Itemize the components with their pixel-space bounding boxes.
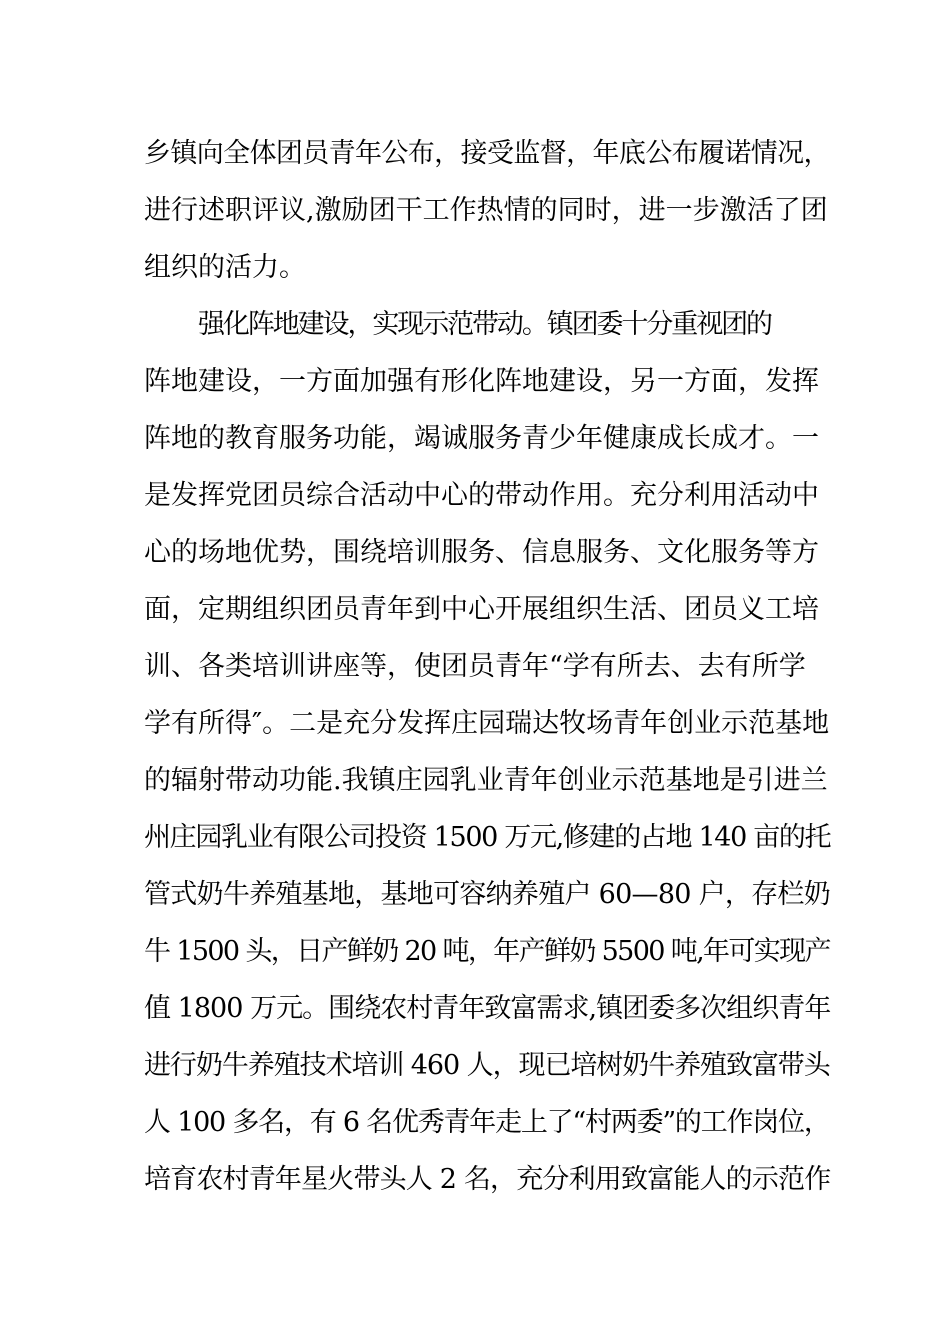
- paragraph-1-line-1: 乡镇向全体团员青年公布，接受监督，年底公布履诺情况，: [144, 138, 830, 169]
- paragraph-2-line-16: 培育农村青年星火带头人 2 名，充分利用致富能人的示范作: [144, 1164, 831, 1195]
- paragraph-2-line-8: 学有所得″。二是充分发挥庄园瑞达牧场青年创业示范基地: [144, 708, 830, 739]
- paragraph-2-line-5: 心的场地优势，围绕培训服务、信息服务、文化服务等方: [144, 537, 819, 568]
- paragraph-2-line-1: 强化阵地建设，实现示范带动。镇团委十分重视团的: [198, 309, 771, 340]
- paragraph-1-line-3: 组织的活力。: [144, 252, 306, 283]
- paragraph-2-line-12: 牛 1500 头，日产鲜奶 20 吨，年产鲜奶 5500 吨,年可实现产: [144, 936, 830, 967]
- paragraph-2-line-7: 训、各类培训讲座等，使团员青年“学有所去、去有所学: [144, 651, 806, 682]
- paragraph-2-line-15: 人 100 多名，有 6 名优秀青年走上了“村两委”的工作岗位，: [144, 1107, 830, 1138]
- paragraph-2-line-6: 面，定期组织团员青年到中心开展组织生活、团员义工培: [144, 594, 819, 625]
- paragraph-2-line-10: 州庄园乳业有限公司投资 1500 万元,修建的占地 140 亩的托: [144, 822, 831, 853]
- paragraph-2-line-3: 阵地的教育服务功能，竭诚服务青少年健康成长成才。一: [144, 423, 819, 454]
- paragraph-2-line-11: 管式奶牛养殖基地，基地可容纳养殖户 60—80 户，存栏奶: [144, 879, 830, 910]
- paragraph-2-line-9: 的辐射带动功能.我镇庄园乳业青年创业示范基地是引进兰: [144, 765, 828, 796]
- paragraph-1-line-2: 进行述职评议,激励团干工作热情的同时，进一步激活了团: [144, 195, 828, 226]
- paragraph-2-line-13: 值 1800 万元。围绕农村青年致富需求,镇团委多次组织青年: [144, 993, 831, 1024]
- paragraph-2-line-2: 阵地建设，一方面加强有形化阵地建设，另一方面，发挥: [144, 366, 819, 397]
- paragraph-2-line-4: 是发挥党团员综合活动中心的带动作用。充分利用活动中: [144, 480, 819, 511]
- paragraph-2-line-14: 进行奶牛养殖技术培训 460 人，现已培树奶牛养殖致富带头: [144, 1050, 830, 1081]
